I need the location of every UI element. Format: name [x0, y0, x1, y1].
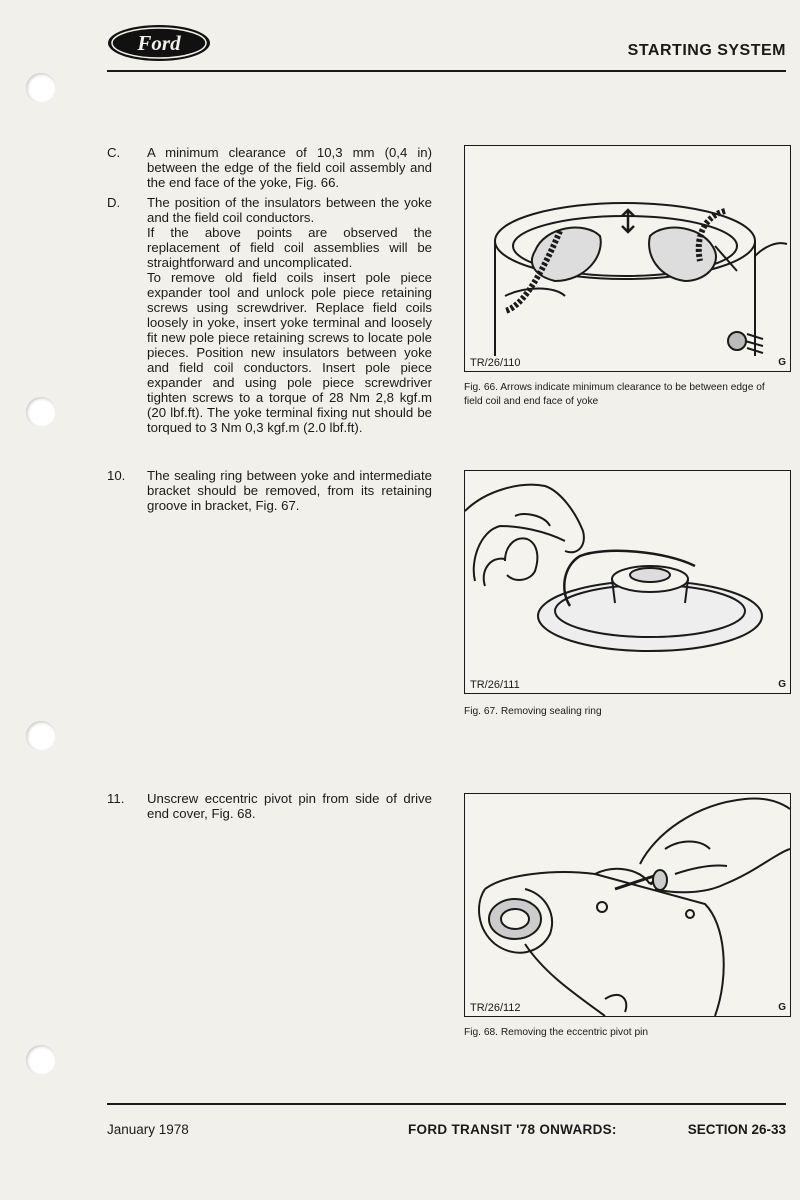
caption-text: Arrows indicate minimum clearance to be between edge of field coil and end face of yoke — [464, 382, 765, 407]
footer-publication: FORD TRANSIT '78 ONWARDS: — [408, 1122, 617, 1137]
figure-reference: TR/26/110 — [470, 357, 521, 369]
figure-68 — [464, 793, 791, 1017]
footer-section: SECTION 26-33 — [687, 1122, 786, 1137]
step-text — [147, 145, 432, 190]
step-10 — [107, 468, 432, 513]
ford-logo — [107, 24, 211, 62]
step-paragraph: Unscrew eccentric pivot pin from side of drive end cover, Fig. 68. — [147, 791, 432, 821]
punch-hole — [26, 721, 56, 751]
step-11 — [107, 791, 432, 821]
figure-mark: G — [778, 357, 786, 368]
caption-number: Fig. 66. — [464, 382, 498, 393]
figure-66-caption — [464, 381, 784, 409]
figure-mark: G — [778, 1002, 786, 1013]
step-d — [107, 195, 432, 435]
sealing-ring-illustration — [465, 471, 790, 693]
step-paragraph: To remove old field coils insert pole piece expander tool and unlock pole piece retaining screws using screwdriver. Replace field coils loosely in yoke, insert yoke terminal and loosely fit new pole piece retaining screws to locate pole pieces. Position new insulators between yoke and field coil conductors. Insert pole piece expander and using pole piece screwdriver tighten screws to a torque of 28 Nm 2,8 kgf.m (20 lbf.ft). The yoke terminal fixing nut should be torqued to 3 Nm 0,3 kgf.m (2.0 lbf.ft). — [147, 270, 432, 435]
figure-66 — [464, 145, 791, 372]
figure-67 — [464, 470, 791, 694]
step-number: 10. — [107, 468, 126, 483]
step-text — [147, 195, 432, 435]
drive-end-cover-illustration — [465, 794, 790, 1016]
step-number: D. — [107, 195, 121, 210]
logo-text: Ford — [137, 31, 181, 55]
step-paragraph: The position of the insulators between the yoke and the field coil conductors. — [147, 195, 432, 225]
punch-hole — [26, 397, 56, 427]
step-text — [147, 791, 432, 821]
page-title: STARTING SYSTEM — [627, 42, 786, 59]
figure-67-caption — [464, 705, 784, 719]
step-text — [147, 468, 432, 513]
step-number: 11. — [107, 791, 125, 806]
punch-hole — [26, 1045, 56, 1075]
figure-reference: TR/26/112 — [470, 1002, 521, 1014]
figure-reference: TR/26/111 — [470, 679, 520, 691]
punch-hole — [26, 73, 56, 103]
step-paragraph: The sealing ring between yoke and intermediate bracket should be removed, from its retaining groove in bracket, Fig. 67. — [147, 468, 432, 513]
footer-date: January 1978 — [107, 1122, 189, 1137]
step-c — [107, 145, 432, 190]
step-number: C. — [107, 145, 121, 160]
step-paragraph: If the above points are observed the replacement of field coil assemblies will be straightforward and uncomplicated. — [147, 225, 432, 270]
caption-number: Fig. 68. — [464, 1027, 498, 1038]
figure-mark: G — [778, 679, 786, 690]
figure-68-caption — [464, 1026, 784, 1040]
header-rule — [107, 70, 786, 72]
footer-rule — [107, 1103, 786, 1105]
caption-number: Fig. 67. — [464, 706, 498, 717]
yoke-field-coil-illustration — [465, 146, 790, 371]
caption-text: Removing the eccentric pivot pin — [500, 1027, 649, 1038]
step-paragraph: A minimum clearance of 10,3 mm (0,4 in) between the edge of the field coil assembly and the end face of the yoke, Fig. 66. — [147, 145, 432, 190]
caption-text: Removing sealing ring — [500, 706, 602, 717]
